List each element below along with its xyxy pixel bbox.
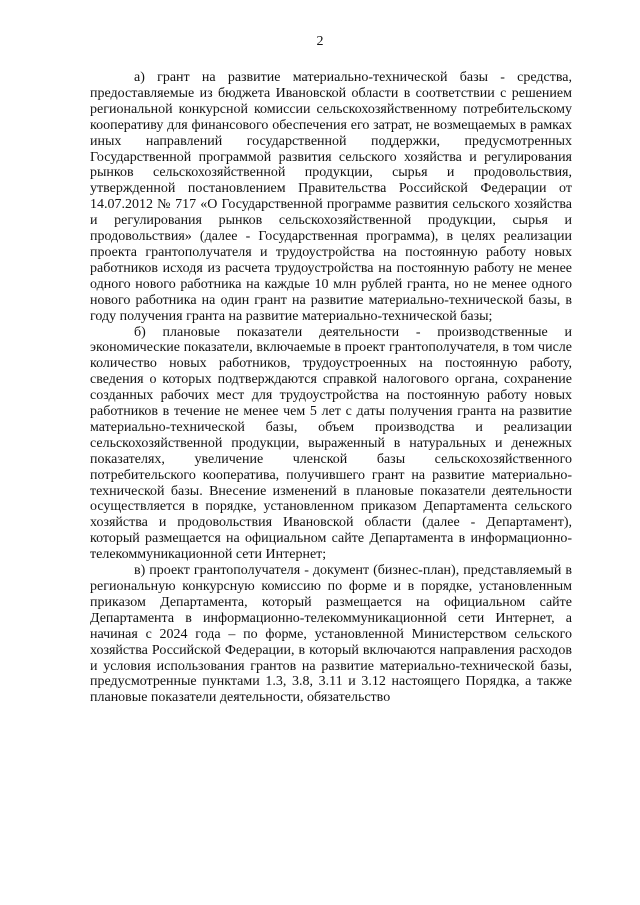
paragraph-v-grantee-project: в) проект грантополучателя - документ (бизнес-план), представляемый в региональную конкурсную комиссию по форме и в порядке, установленным приказом Департамента, который размещается на официальном сайте Департамента в информационно-телекоммуникационной сети Интернет, а начиная с 2024 года – по форме, установленной Министерством сельского хозяйства Российской Федерации, в который включаются направления расходов и условия использования грантов на развитие материально-технической базы, предусмотренные пунктами 1.3, 3.8, 3.11 и 3.12 настоящего Порядка, а также плановые показатели деятельности, обязательство xyxy=(90,563,572,706)
paragraph-b-planned-indicators: б) плановые показатели деятельности - производственные и экономические показатели, включаемые в проект грантополучателя, в том числе количество новых работников, трудоустроенных на постоянную работу, сведения о которых подтверждаются справкой налогового органа, сохранение созданных рабочих мест для трудоустройства на постоянную работу новых работников в течение не менее чем 5 лет с даты получения гранта на развитие материально-технической базы, объем производства и реализации сельскохозяйственной продукции, выраженный в натуральных и денежных показателях, увеличение членской базы сельскохозяйственного потребительского кооператива, получившего грант на развитие материально-технической базы. Внесение изменений в плановые показатели деятельности осуществляется в порядке, установленном приказом Департамента сельского хозяйства и продовольствия Ивановской области (далее - Департамент), который размещается на официальном сайте Департамента в информационно-телекоммуникационной сети Интернет; xyxy=(90,324,572,563)
paragraph-a-grant-definition: а) грант на развитие материально-технической базы - средства, предоставляемые из бюджета Ивановской области в соответствии с решением региональной конкурсной комиссии сельскохозяйственному потребительскому кооперативу для финансового обеспечения его затрат, не возмещаемых в рамках иных направлений государственной поддержки, предусмотренных Государственной программой развития сельского хозяйства и регулирования рынков сельскохозяйственной продукции, сырья и продовольствия, утвержденной постановлением Правительства Российской Федерации от 14.07.2012 № 717 «О Государственной программе развития сельского хозяйства и регулирования рынков сельскохозяйственной продукции, сырья и продовольствия» (далее - Государственная программа), в целях реализации проекта грантополучателя и трудоустройства на постоянную работу новых работников исходя из расчета трудоустройства на постоянную работу не менее одного нового работника на каждые 10 млн рублей гранта, но не менее одного нового работника на один грант на развитие материально-технической базы, в году получения гранта на развитие материально-технической базы; xyxy=(90,70,572,324)
page-number: 2 xyxy=(316,34,324,49)
document-body xyxy=(90,70,572,706)
